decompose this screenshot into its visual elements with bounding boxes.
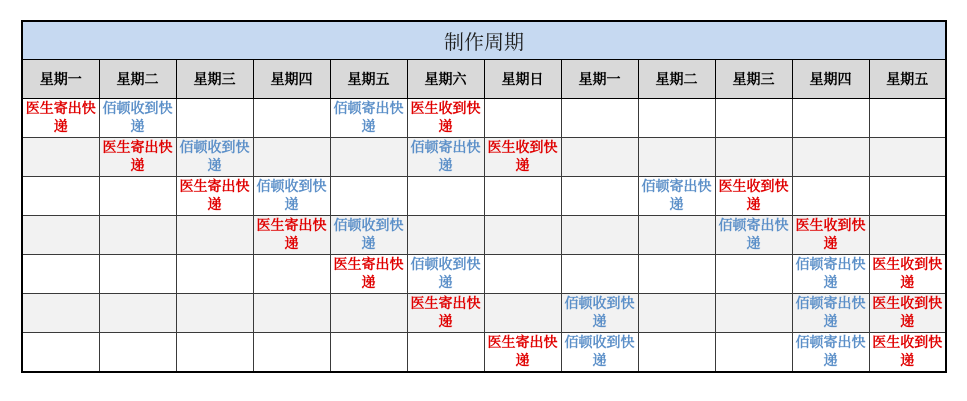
empty-cell[interactable] [561, 138, 638, 177]
schedule-sheet [21, 20, 947, 373]
day-header-cell[interactable]: 星期一 [561, 60, 638, 99]
production-cycle-table [21, 20, 947, 373]
empty-cell[interactable] [484, 294, 561, 333]
doctor-event-cell[interactable]: 医生寄出快递 [176, 177, 253, 216]
empty-cell[interactable] [22, 294, 99, 333]
dunton-event-cell[interactable]: 佰顿寄出快递 [792, 255, 869, 294]
day-header-cell[interactable]: 星期三 [715, 60, 792, 99]
empty-cell[interactable] [792, 138, 869, 177]
empty-cell[interactable] [715, 255, 792, 294]
day-header-cell[interactable]: 星期四 [253, 60, 330, 99]
day-header-row [22, 60, 946, 99]
empty-cell[interactable] [869, 138, 946, 177]
doctor-event-cell[interactable]: 医生收到快递 [715, 177, 792, 216]
empty-cell[interactable] [561, 255, 638, 294]
empty-cell[interactable] [99, 333, 176, 373]
doctor-event-cell[interactable]: 医生寄出快递 [99, 138, 176, 177]
empty-cell[interactable] [99, 216, 176, 255]
doctor-event-cell[interactable]: 医生寄出快递 [330, 255, 407, 294]
empty-cell[interactable] [407, 216, 484, 255]
day-header-cell[interactable]: 星期三 [176, 60, 253, 99]
dunton-event-cell[interactable]: 佰顿寄出快递 [715, 216, 792, 255]
schedule-row [22, 216, 946, 255]
day-header-cell[interactable]: 星期二 [638, 60, 715, 99]
doctor-event-cell[interactable]: 医生寄出快递 [22, 99, 99, 138]
empty-cell[interactable] [484, 216, 561, 255]
empty-cell[interactable] [638, 138, 715, 177]
empty-cell[interactable] [330, 294, 407, 333]
empty-cell[interactable] [869, 216, 946, 255]
empty-cell[interactable] [22, 255, 99, 294]
empty-cell[interactable] [253, 99, 330, 138]
dunton-event-cell[interactable]: 佰顿收到快递 [561, 333, 638, 373]
table-title: 制作周期 [22, 21, 946, 60]
empty-cell[interactable] [638, 294, 715, 333]
empty-cell[interactable] [484, 177, 561, 216]
empty-cell[interactable] [176, 294, 253, 333]
schedule-row [22, 177, 946, 216]
empty-cell[interactable] [176, 99, 253, 138]
doctor-event-cell[interactable]: 医生收到快递 [407, 99, 484, 138]
empty-cell[interactable] [561, 177, 638, 216]
empty-cell[interactable] [22, 177, 99, 216]
dunton-event-cell[interactable]: 佰顿寄出快递 [792, 333, 869, 373]
doctor-event-cell[interactable]: 医生寄出快递 [484, 333, 561, 373]
empty-cell[interactable] [561, 99, 638, 138]
empty-cell[interactable] [869, 99, 946, 138]
dunton-event-cell[interactable]: 佰顿收到快递 [176, 138, 253, 177]
dunton-event-cell[interactable]: 佰顿收到快递 [561, 294, 638, 333]
empty-cell[interactable] [407, 177, 484, 216]
schedule-row [22, 333, 946, 373]
doctor-event-cell[interactable]: 医生收到快递 [869, 294, 946, 333]
empty-cell[interactable] [253, 255, 330, 294]
schedule-body [22, 99, 946, 373]
empty-cell[interactable] [253, 138, 330, 177]
empty-cell[interactable] [484, 99, 561, 138]
empty-cell[interactable] [330, 333, 407, 373]
day-header-cell[interactable]: 星期六 [407, 60, 484, 99]
schedule-row [22, 138, 946, 177]
empty-cell[interactable] [638, 99, 715, 138]
dunton-event-cell[interactable]: 佰顿寄出快递 [792, 294, 869, 333]
dunton-event-cell[interactable]: 佰顿收到快递 [99, 99, 176, 138]
doctor-event-cell[interactable]: 医生收到快递 [869, 333, 946, 373]
empty-cell[interactable] [407, 333, 484, 373]
doctor-event-cell[interactable]: 医生收到快递 [869, 255, 946, 294]
title-row [22, 21, 946, 60]
empty-cell[interactable] [715, 333, 792, 373]
dunton-event-cell[interactable]: 佰顿收到快递 [253, 177, 330, 216]
empty-cell[interactable] [330, 177, 407, 216]
schedule-row [22, 99, 946, 138]
doctor-event-cell[interactable]: 医生寄出快递 [253, 216, 330, 255]
empty-cell[interactable] [176, 333, 253, 373]
empty-cell[interactable] [792, 99, 869, 138]
day-header-cell[interactable]: 星期一 [22, 60, 99, 99]
day-header-cell[interactable]: 星期五 [330, 60, 407, 99]
empty-cell[interactable] [176, 216, 253, 255]
dunton-event-cell[interactable]: 佰顿寄出快递 [407, 138, 484, 177]
empty-cell[interactable] [99, 294, 176, 333]
empty-cell[interactable] [638, 216, 715, 255]
empty-cell[interactable] [715, 138, 792, 177]
doctor-event-cell[interactable]: 医生收到快递 [484, 138, 561, 177]
schedule-row [22, 255, 946, 294]
empty-cell[interactable] [792, 177, 869, 216]
day-header-cell[interactable]: 星期五 [869, 60, 946, 99]
empty-cell[interactable] [253, 333, 330, 373]
empty-cell[interactable] [22, 138, 99, 177]
day-header-cell[interactable]: 星期二 [99, 60, 176, 99]
doctor-event-cell[interactable]: 医生寄出快递 [407, 294, 484, 333]
day-header-cell[interactable]: 星期四 [792, 60, 869, 99]
dunton-event-cell[interactable]: 佰顿寄出快递 [330, 99, 407, 138]
empty-cell[interactable] [176, 255, 253, 294]
empty-cell[interactable] [715, 99, 792, 138]
schedule-row [22, 294, 946, 333]
empty-cell[interactable] [484, 255, 561, 294]
empty-cell[interactable] [99, 255, 176, 294]
day-header-cell[interactable]: 星期日 [484, 60, 561, 99]
empty-cell[interactable] [99, 177, 176, 216]
empty-cell[interactable] [561, 216, 638, 255]
empty-cell[interactable] [869, 177, 946, 216]
doctor-event-cell[interactable]: 医生收到快递 [792, 216, 869, 255]
dunton-event-cell[interactable]: 佰顿收到快递 [330, 216, 407, 255]
empty-cell[interactable] [22, 216, 99, 255]
empty-cell[interactable] [715, 294, 792, 333]
empty-cell[interactable] [253, 294, 330, 333]
empty-cell[interactable] [638, 255, 715, 294]
dunton-event-cell[interactable]: 佰顿收到快递 [407, 255, 484, 294]
empty-cell[interactable] [22, 333, 99, 373]
empty-cell[interactable] [330, 138, 407, 177]
empty-cell[interactable] [638, 333, 715, 373]
dunton-event-cell[interactable]: 佰顿寄出快递 [638, 177, 715, 216]
